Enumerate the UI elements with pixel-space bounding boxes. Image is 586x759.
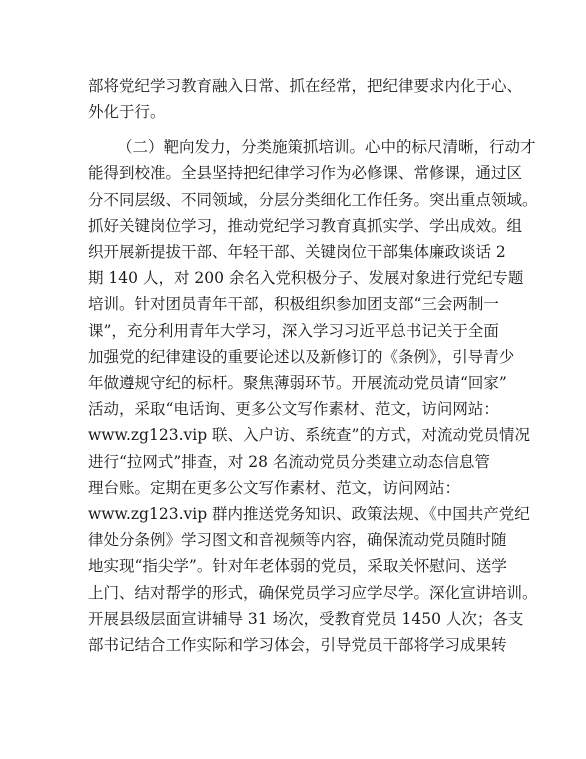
text-line: www.zg123.vip 联、入户访、系统查”的方式，对流动党员情况: [88, 426, 530, 444]
section-heading-line: （二）靶向发力，分类施策抓培训。心中的标尺清晰，行动才: [117, 138, 536, 156]
text-line: 分不同层级、不同领域，分层分类细化工作任务。突出重点领域。: [88, 191, 538, 209]
text-line: 理台账。定期在更多公文写作素材、范文，访问网站：: [88, 479, 461, 497]
text-line: 部将党纪学习教育融入日常、抓在经常，把纪律要求内化于心、: [88, 77, 523, 95]
text-line: 能得到校准。全县坚持把纪律学习作为必修课、常修课，通过区: [88, 164, 523, 182]
text-line: 抓好关键岗位学习，推动党纪学习教育真抓实学、学出成效。组: [88, 217, 523, 235]
text-line: 部书记结合工作实际和学习体会，引导党员干部将学习成果转: [88, 636, 507, 654]
text-line: 期 140 人，对 200 余名入党积极分子、发展对象进行党纪专题: [88, 269, 524, 287]
text-line: 外化于行。: [88, 103, 166, 121]
text-line: 织开展新提拔干部、年轻干部、关键岗位干部集体廉政谈话 2: [88, 243, 506, 261]
text-line: 年做遵规守纪的标杆。聚焦薄弱环节。开展流动党员请“回家”: [88, 374, 507, 392]
text-line: www.zg123.vip 群内推送党务知识、政策法规、《中国共产党纪: [88, 505, 530, 523]
text-line: 律处分条例》学习图文和音视频等内容，确保流动党员随时随: [88, 531, 507, 549]
text-line: 地实现“指尖学”。针对年老体弱的党员，采取关怀慰问、送学: [88, 557, 507, 575]
text-line: 活动，采取“电话询、更多公文写作素材、范文，访问网站：: [88, 400, 499, 418]
text-line: 进行“拉网式”排查，对 28 名流动党员分类建立动态信息管: [88, 453, 490, 471]
text-line: 开展县级层面宣讲辅导 31 场次，受教育党员 1450 人次；各支: [88, 610, 524, 628]
text-line: 课”，充分利用青年大学习，深入学习习近平总书记关于全面: [88, 322, 499, 340]
text-line: 培训。针对团员青年干部，积极组织参加团支部“三会两制一: [88, 295, 499, 313]
text-line: 加强党的纪律建设的重要论述以及新修订的《条例》，引导青少: [88, 348, 515, 366]
text-line: 上门、结对帮学的形式，确保党员学习应学尽学。深化宣讲培训。: [88, 584, 538, 602]
